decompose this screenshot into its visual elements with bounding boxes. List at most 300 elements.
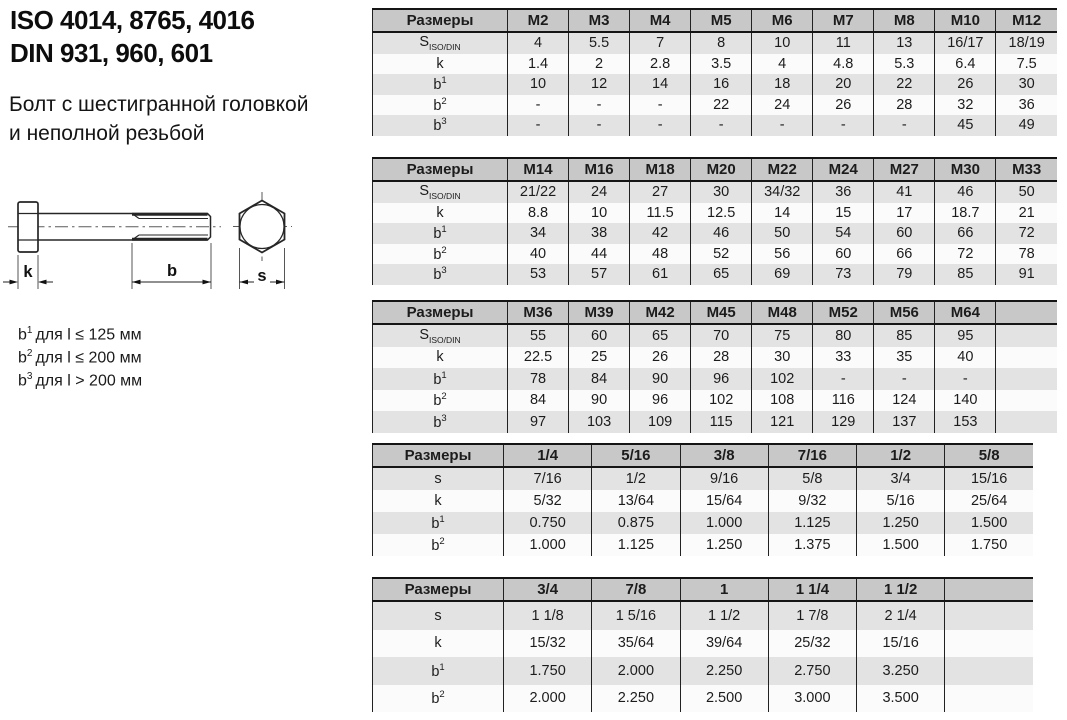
value-cell: 1 1/2 [680,601,768,630]
value-cell: 3.5 [691,54,752,75]
value-cell: 3.250 [857,657,945,685]
value-cell: 2.500 [680,685,768,713]
header-size-col-5: M6 [752,9,813,32]
value-cell: 30 [691,181,752,203]
header-size-col-2: M39 [569,301,630,324]
value-cell: 5/8 [768,467,856,490]
value-cell: 1.750 [504,657,592,685]
value-cell: 4 [752,54,813,75]
header-size-col-5: 1 1/2 [857,578,945,601]
dimension-table-1 [372,8,1057,136]
header-sizes-label: Размеры [373,158,508,181]
value-cell: 28 [874,95,935,116]
value-cell: 25/64 [945,490,1033,512]
header-size-col-2: 7/8 [592,578,680,601]
value-cell: 85 [935,264,996,285]
value-cell: 41 [874,181,935,203]
dimension-table-5 [372,577,1033,712]
value-cell: 1.125 [768,512,856,534]
row-label-b3: $b^3$ [373,411,508,433]
dimension-row [373,490,1034,512]
value-cell: - [752,115,813,136]
value-cell: 4 [508,32,569,54]
header-size-col-6: M52 [813,301,874,324]
dimension-row [373,203,1058,224]
value-cell: 25/32 [768,630,856,658]
value-cell [996,368,1057,390]
value-cell: - [508,115,569,136]
value-cell: 91 [996,264,1057,285]
product-description-line2: и неполной резьбой [9,122,205,145]
value-cell: 1 7/8 [768,601,856,630]
value-cell: - [874,115,935,136]
header-size-col-9: M12 [996,9,1057,32]
dimension-row [373,244,1058,265]
value-cell: 25 [569,347,630,369]
value-cell: 56 [752,244,813,265]
value-cell: 2 [569,54,630,75]
value-cell [996,390,1057,412]
value-cell: 65 [691,264,752,285]
value-cell: 13 [874,32,935,54]
row-label-k: k [373,490,504,512]
value-cell: 7/16 [504,467,592,490]
value-cell: 153 [935,411,996,433]
value-cell: 1.500 [945,512,1033,534]
value-cell: 52 [691,244,752,265]
value-cell: - [874,368,935,390]
header-size-col-2: M16 [569,158,630,181]
value-cell: 72 [935,244,996,265]
footnote-b3: $b^3$ для l > 200 мм [18,370,143,389]
table-header-row [373,9,1058,32]
dimension-k [3,255,53,289]
header-sizes-label: Размеры [373,578,504,601]
value-cell: - [630,115,691,136]
header-size-col-5: M22 [752,158,813,181]
value-cell: 16 [691,74,752,95]
row-label-b2: $b^2$ [373,95,508,116]
value-cell: 18/19 [996,32,1057,54]
value-cell: 30 [752,347,813,369]
value-cell: 80 [813,324,874,347]
value-cell: 3/4 [857,467,945,490]
value-cell: 28 [691,347,752,369]
header-size-col-3: 3/8 [680,444,768,467]
value-cell: 102 [691,390,752,412]
dimension-row [373,95,1058,116]
table-header-row [373,578,1034,601]
value-cell: 70 [691,324,752,347]
value-cell: 27 [630,181,691,203]
value-cell: - [630,95,691,116]
value-cell: 0.750 [504,512,592,534]
value-cell: 2.250 [592,685,680,713]
footnote-b1: $b^1$ для l ≤ 125 мм [18,325,142,344]
value-cell: 1 1/8 [504,601,592,630]
value-cell: 6.4 [935,54,996,75]
header-size-col-1: M36 [508,301,569,324]
dim-label-b: b [166,262,178,280]
value-cell: 84 [508,390,569,412]
value-cell: 1.750 [945,534,1033,556]
value-cell: 18.7 [935,203,996,224]
value-cell: 102 [752,368,813,390]
value-cell: 129 [813,411,874,433]
header-size-col-6: M24 [813,158,874,181]
value-cell: 1/2 [592,467,680,490]
value-cell: 24 [569,181,630,203]
value-cell: 35 [874,347,935,369]
row-label-b2: $b^2$ [373,534,504,556]
value-cell: 54 [813,223,874,244]
value-cell: 2.250 [680,657,768,685]
value-cell [945,685,1033,713]
value-cell: 48 [630,244,691,265]
standards-title [10,4,254,70]
value-cell: 11.5 [630,203,691,224]
table-header-row [373,444,1034,467]
value-cell: 14 [630,74,691,95]
dimension-row [373,657,1034,685]
value-cell: 84 [569,368,630,390]
dimension-row [373,347,1058,369]
value-cell: 69 [752,264,813,285]
header-size-col-6: M7 [813,9,874,32]
value-cell: - [569,115,630,136]
value-cell: 24 [752,95,813,116]
row-label-S: $S_{ISO/DIN}$ [373,32,508,54]
header-size-col-5: 1/2 [857,444,945,467]
value-cell: 2 1/4 [857,601,945,630]
header-size-col-4: M45 [691,301,752,324]
value-cell: - [569,95,630,116]
value-cell: 5/16 [857,490,945,512]
value-cell: 65 [630,324,691,347]
row-label-S: $S_{ISO/DIN}$ [373,324,508,347]
value-cell: 12 [569,74,630,95]
value-cell: 75 [752,324,813,347]
value-cell: 26 [630,347,691,369]
value-cell: 15 [813,203,874,224]
value-cell: 39/64 [680,630,768,658]
value-cell: 15/32 [504,630,592,658]
value-cell: 11 [813,32,874,54]
dimension-row [373,74,1058,95]
value-cell: 26 [813,95,874,116]
value-cell: 20 [813,74,874,95]
row-label-b2: $b^2$ [373,390,508,412]
value-cell: 79 [874,264,935,285]
value-cell: 2.000 [592,657,680,685]
header-size-col-1: M14 [508,158,569,181]
bolt-technical-drawing [0,185,372,317]
value-cell: 5/32 [504,490,592,512]
value-cell: 34/32 [752,181,813,203]
value-cell: 12.5 [691,203,752,224]
hexagon-outline [240,201,285,253]
value-cell: 96 [691,368,752,390]
value-cell: 108 [752,390,813,412]
din-standards-line: DIN 931, 960, 601 [10,38,213,68]
header-size-col-4: 1 1/4 [768,578,856,601]
dimension-row [373,601,1034,630]
dimension-row [373,630,1034,658]
value-cell: 78 [996,244,1057,265]
value-cell: 50 [752,223,813,244]
header-size-col-7: M27 [874,158,935,181]
value-cell: - [508,95,569,116]
dimension-s [240,248,285,289]
header-size-col-7: M8 [874,9,935,32]
dimension-row [373,390,1058,412]
value-cell: 1.4 [508,54,569,75]
product-description-line1: Болт с шестигранной головкой [9,93,309,116]
header-size-col-8: M10 [935,9,996,32]
value-cell: 78 [508,368,569,390]
value-cell: 8.8 [508,203,569,224]
value-cell: 10 [508,74,569,95]
value-cell: 96 [630,390,691,412]
header-sizes-label: Размеры [373,301,508,324]
row-label-k: k [373,630,504,658]
value-cell: 72 [996,223,1057,244]
value-cell: 1.250 [857,512,945,534]
value-cell: 10 [569,203,630,224]
value-cell: 85 [874,324,935,347]
value-cell: 116 [813,390,874,412]
value-cell: 61 [630,264,691,285]
header-size-col-4: M5 [691,9,752,32]
dimension-row [373,181,1058,203]
value-cell: 3.000 [768,685,856,713]
value-cell: 5.3 [874,54,935,75]
dimension-table-2 [372,157,1057,285]
dimension-row [373,54,1058,75]
header-size-col-5: M48 [752,301,813,324]
value-cell: 55 [508,324,569,347]
value-cell: 2.8 [630,54,691,75]
row-label-b1: $b^1$ [373,74,508,95]
value-cell: 9/16 [680,467,768,490]
value-cell: 0.875 [592,512,680,534]
value-cell: 40 [935,347,996,369]
thread-length-notes [18,322,142,390]
value-cell: 60 [813,244,874,265]
value-cell [945,657,1033,685]
dimension-row [373,534,1034,556]
row-label-s: s [373,467,504,490]
value-cell: 9/32 [768,490,856,512]
iso-standards-line: ISO 4014, 8765, 4016 [10,5,255,35]
value-cell: 16/17 [935,32,996,54]
header-size-col-2: 5/16 [592,444,680,467]
row-label-k: k [373,347,508,369]
value-cell [996,411,1057,433]
bolt-head-side-view [18,202,38,252]
value-cell: 7 [630,32,691,54]
value-cell: 121 [752,411,813,433]
dimension-row [373,467,1034,490]
dimension-row [373,685,1034,713]
value-cell: 22 [691,95,752,116]
value-cell: 8 [691,32,752,54]
value-cell: 3.500 [857,685,945,713]
value-cell: 95 [935,324,996,347]
value-cell: 35/64 [592,630,680,658]
value-cell: 7.5 [996,54,1057,75]
dimension-row [373,223,1058,244]
row-label-b3: $b^3$ [373,115,508,136]
value-cell: 140 [935,390,996,412]
row-label-b1: $b^1$ [373,223,508,244]
dimension-row [373,368,1058,390]
bolt-head-end-view [233,192,292,261]
value-cell: 44 [569,244,630,265]
row-label-b2: $b^2$ [373,244,508,265]
header-size-col-1: M2 [508,9,569,32]
row-label-k: k [373,54,508,75]
value-cell [996,324,1057,347]
value-cell: 1.000 [680,512,768,534]
value-cell: 97 [508,411,569,433]
value-cell: 10 [752,32,813,54]
value-cell: 66 [874,244,935,265]
value-cell: 57 [569,264,630,285]
value-cell: - [935,368,996,390]
value-cell: 5.5 [569,32,630,54]
value-cell: 109 [630,411,691,433]
header-size-col-4: M20 [691,158,752,181]
value-cell: 21/22 [508,181,569,203]
dimension-row [373,32,1058,54]
row-label-S: $S_{ISO/DIN}$ [373,181,508,203]
header-size-col-3: M18 [630,158,691,181]
value-cell: 53 [508,264,569,285]
value-cell: 73 [813,264,874,285]
value-cell: - [691,115,752,136]
value-cell [945,630,1033,658]
value-cell: 60 [874,223,935,244]
value-cell: 103 [569,411,630,433]
value-cell: 42 [630,223,691,244]
value-cell: 32 [935,95,996,116]
header-size-col-2: M3 [569,9,630,32]
dim-label-k: k [23,263,33,281]
value-cell: 46 [691,223,752,244]
value-cell: 36 [996,95,1057,116]
dimension-row [373,512,1034,534]
value-cell: 18 [752,74,813,95]
value-cell: 33 [813,347,874,369]
value-cell: 15/16 [945,467,1033,490]
row-label-k: k [373,203,508,224]
value-cell [945,601,1033,630]
row-label-b3: $b^3$ [373,264,508,285]
value-cell: 1 5/16 [592,601,680,630]
row-label-b1: $b^1$ [373,657,504,685]
header-size-col-6: 5/8 [945,444,1033,467]
header-size-col-8: M30 [935,158,996,181]
value-cell: 46 [935,181,996,203]
dimension-row [373,264,1058,285]
value-cell: 2.750 [768,657,856,685]
value-cell: - [813,115,874,136]
dimension-row [373,115,1058,136]
dim-label-s: s [257,267,267,285]
value-cell: 1.000 [504,534,592,556]
header-size-col-3: M4 [630,9,691,32]
value-cell: 40 [508,244,569,265]
value-cell: 90 [630,368,691,390]
value-cell: 13/64 [592,490,680,512]
value-cell: 14 [752,203,813,224]
value-cell: - [813,368,874,390]
value-cell: 15/64 [680,490,768,512]
value-cell: 66 [935,223,996,244]
dimension-b [132,243,211,289]
value-cell: 45 [935,115,996,136]
dimension-row [373,324,1058,347]
table-header-row [373,158,1058,181]
value-cell: 21 [996,203,1057,224]
value-cell: 26 [935,74,996,95]
value-cell: 49 [996,115,1057,136]
row-label-s: s [373,601,504,630]
value-cell: 1.375 [768,534,856,556]
dimension-row [373,411,1058,433]
value-cell: 34 [508,223,569,244]
header-sizes-label: Размеры [373,444,504,467]
value-cell: 4.8 [813,54,874,75]
header-empty-col [996,301,1057,324]
value-cell: 17 [874,203,935,224]
footnote-b2: $b^2$ для l ≤ 200 мм [18,347,142,367]
header-size-col-9: M33 [996,158,1057,181]
value-cell: 1.125 [592,534,680,556]
row-label-b1: $b^1$ [373,512,504,534]
dimension-table-4 [372,443,1033,556]
value-cell: 15/16 [857,630,945,658]
value-cell: 50 [996,181,1057,203]
value-cell [996,347,1057,369]
row-label-b1: $b^1$ [373,368,508,390]
value-cell: 22.5 [508,347,569,369]
header-size-col-7: M56 [874,301,935,324]
value-cell: 22 [874,74,935,95]
header-sizes-label: Размеры [373,9,508,32]
header-empty-col [945,578,1033,601]
row-label-b2: $b^2$ [373,685,504,713]
value-cell: 90 [569,390,630,412]
table-header-row [373,301,1058,324]
value-cell: 124 [874,390,935,412]
value-cell: 137 [874,411,935,433]
value-cell: 1.250 [680,534,768,556]
value-cell: 1.500 [857,534,945,556]
value-cell: 36 [813,181,874,203]
dimension-table-3 [372,300,1057,433]
value-cell: 2.000 [504,685,592,713]
value-cell: 60 [569,324,630,347]
value-cell: 38 [569,223,630,244]
value-cell: 30 [996,74,1057,95]
value-cell: 115 [691,411,752,433]
header-size-col-3: M42 [630,301,691,324]
header-size-col-4: 7/16 [768,444,856,467]
header-size-col-8: M64 [935,301,996,324]
product-description [9,90,308,148]
